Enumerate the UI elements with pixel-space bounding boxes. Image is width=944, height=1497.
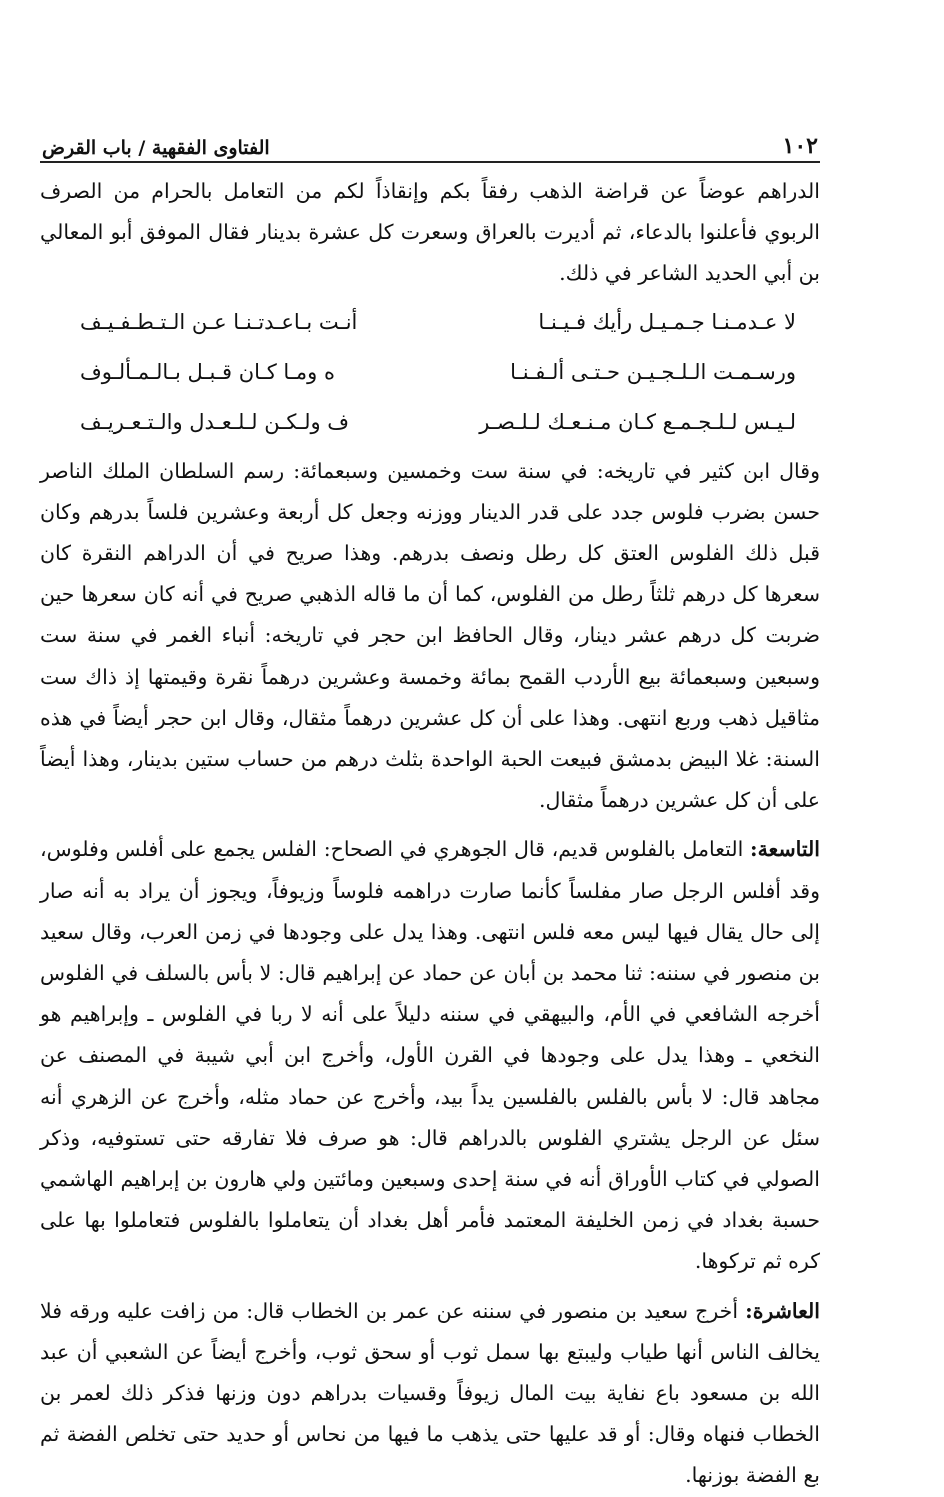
- poem-verse: [40, 397, 820, 447]
- verse-second-hemistich: أنـت بـاعـدتـنـا عـن الـتـطـفـيـف: [80, 309, 358, 334]
- intro-paragraph: الدراهم عوضاً عن قراضة الذهب رفقاً بكم وإنقاذاً لكم من التعامل بالحرام من الصرف الربوي فأعلنوا بالدعاء، ثم أديرت بالعراق وسعرت كل عشرة بدينار فقال الموفق أبو المعالي بن أبي الحديد الشاعر في ذلك.: [40, 179, 820, 286]
- page-body: [40, 171, 820, 1497]
- running-title: الفتاوى الفقهية / باب القرض: [42, 137, 270, 159]
- verse-second-hemistich: ف ولـكـن لـلـعـدل والـتـعـريـف: [80, 409, 350, 434]
- tenth-point-paragraph: [40, 1291, 820, 1497]
- verse-first-hemistich: لا عـدمـنـا جـمـيـل رأيك فـيـنـا: [538, 309, 796, 334]
- verse-second-hemistich: ه ومـا كـان قـبـل بـالـمـألـوف: [80, 359, 336, 384]
- ninth-point-heading: التاسعة:: [750, 837, 820, 862]
- book-page: [40, 125, 820, 1497]
- verse-first-hemistich: ورسـمـت الـلـجـيـن حـتـى ألـفـنـا: [510, 359, 796, 384]
- poem: [40, 297, 820, 447]
- tenth-point-heading: العاشرة:: [745, 1298, 820, 1323]
- page-header: [40, 125, 820, 163]
- ninth-point-text: التعامل بالفلوس قديم، قال الجوهري في الصحاح: الفلس يجمع على أفلس وفلوس، وقد أفلس الرجل صار مفلساً كأنما صارت دراهمه فلوساً وزيوفاً، ويجوز أن يراد به أنه صار إلى حال يقال فيها ليس معه فلس انتهى. وهذا يدل على وجودها في زمن العرب، وقال سعيد بن منصور في سننه: ثنا محمد بن أبان عن حماد عن إبراهيم قال: لا بأس بالسلف في الفلوس أخرجه الشافعي في الأم، والبيهقي في سننه دليلاً على أنه لا ربا في الفلوس ـ وإبراهيم هو النخعي ـ وهذا يدل على وجودها في القرن الأول، وأخرج ابن أبي شيبة في المصنف عن مجاهد قال: لا بأس بالفلس بالفلسين يداً بيد، وأخرج عن حماد مثله، وأخرج عن الزهري أنه سئل عن الرجل يشتري الفلوس بالدراهم قال: هو صرف فلا تفارقه حتى تستوفيه، وذكر الصولي في كتاب الأوراق أنه في سنة إحدى وسبعين ومائتين ولي هارون بن إبراهيم الهاشمي حسبة بغداد في زمن الخليفة المعتمد فأمر أهل بغداد أن يتعاملوا بالفلوس فتعاملوا بها على كره ثم تركوها.: [40, 837, 820, 1274]
- ibn-kathir-paragraph: وقال ابن كثير في تاريخه: في سنة ست وخمسين وسبعمائة: رسم السلطان الملك الناصر حسن بضرب فلوس جدد على قدر الدينار ووزنه وجعل كل أربعة وعشرين فلساً بدرهم وكان قبل ذلك الفلوس العتق كل رطل ونصف بدرهم. وهذا صريح في أن الدراهم النقرة كان سعرها كل درهم ثلثاً رطل من الفلوس، كما أن ما قاله الذهبي صريح في أنه كان سعرها حين ضربت كل درهم عشر دينار، وقال الحافظ ابن حجر في تاريخه: أنباء الغمر في سنة ست وسبعين وسبعمائة بيع الأردب القمح بمائة وخمسة وعشرين درهماً نقرة وقيمتها إذ ذاك ست مثاقيل ذهب وربع انتهى. وهذا على أن كل عشرين درهماً مثقال، وقال ابن حجر أيضاً في هذه السنة: غلا البيض بدمشق فبيعت الحبة الواحدة بثلث درهم من حساب ستين بدينار، وهذا أيضاً على أن كل عشرين درهماً مثقال.: [40, 458, 820, 813]
- poem-verse: [40, 347, 820, 397]
- page-number: ١٠٢: [782, 133, 818, 159]
- tenth-point-text: أخرج سعيد بن منصور في سننه عن عمر بن الخطاب قال: من زافت عليه ورقه فلا يخالف الناس أنها طياب وليبتع بها سمل ثوب أو سحق ثوب، وأخرج أيضاً عن الشعبي أن عبد الله بن مسعود باع نفاية بيت المال زيوفاً وقسيات بدراهم دون وزنها فذكر ذلك لعمر بن الخطاب فنهاه وقال: أو قد عليها حتى يذهب ما فيها من نحاس أو حديد حتى تخلص الفضة ثم بع الفضة بوزنها.: [40, 1298, 820, 1488]
- verse-first-hemistich: لـيـس لـلـجـمـع كـان مـنـعـك لـلـصـر: [479, 409, 796, 434]
- ninth-point-paragraph: [40, 829, 820, 1282]
- poem-verse: [40, 297, 820, 347]
